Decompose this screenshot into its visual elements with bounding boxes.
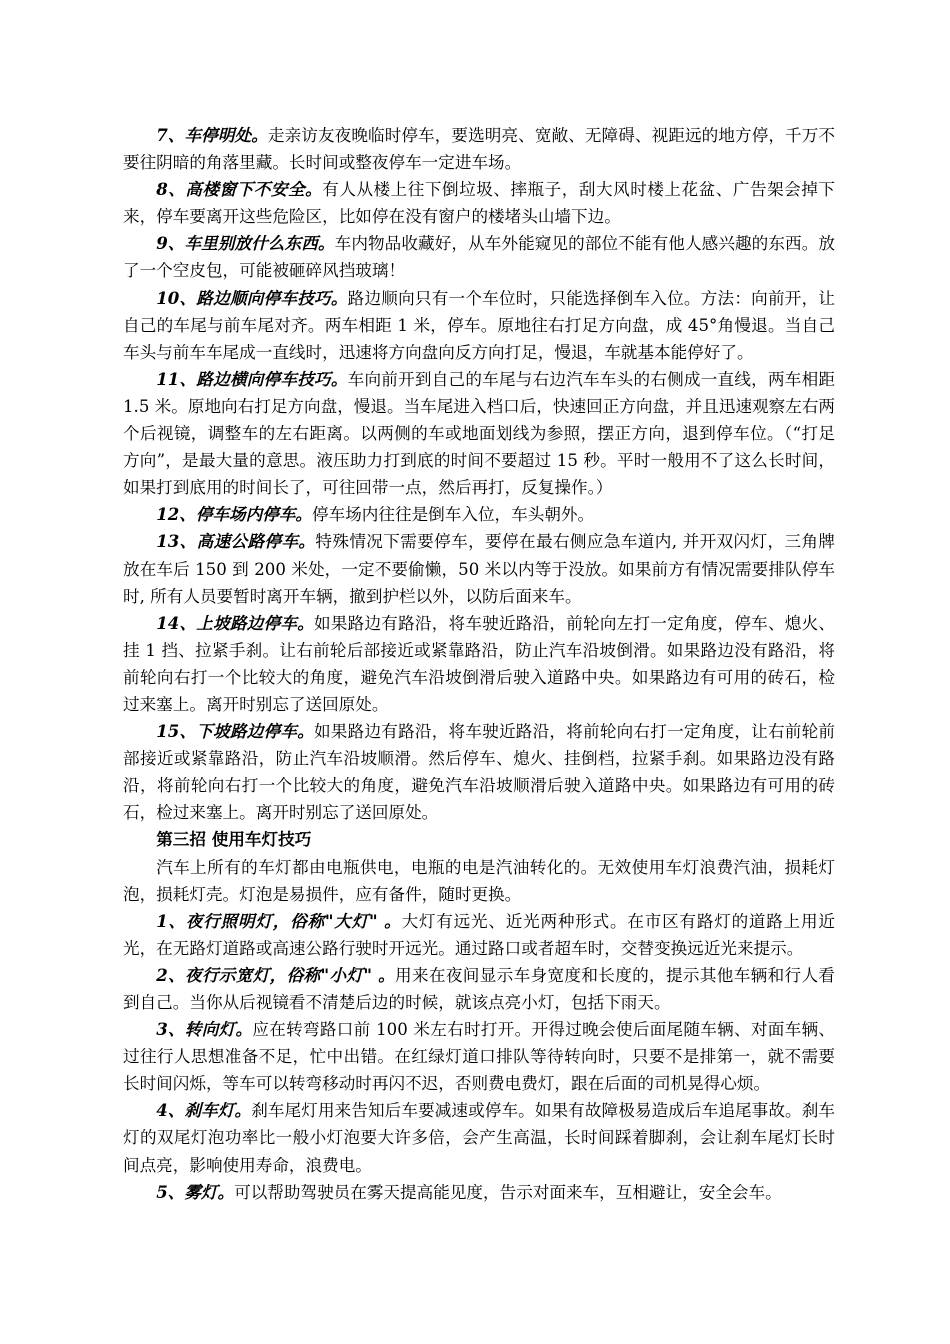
paragraph-lead: 5、雾灯。 <box>156 1181 235 1202</box>
paragraph-lead: 2、夜行示宽灯，俗称"小灯" 。 <box>156 964 396 985</box>
paragraph-lead: 9、车里别放什么东西。 <box>156 233 335 254</box>
paragraph-lead: 13、高速公路停车。 <box>156 531 316 552</box>
paragraph-lead: 7、车停明处。 <box>156 125 268 145</box>
paragraph-lead: 3、转向灯。 <box>156 1019 253 1040</box>
paragraph-light-3 <box>123 1016 835 1097</box>
paragraph-text: 车向前开到自己的车尾与右边汽车车头的右侧成一直线，两车相距 1.5 米。原地向右打足方向盘，慢退。当车尾进入档口后，快速回正方向盘，并且迅速观察左右两个后视镜，调整车的左右距离。以两侧的车或地面划线为参照，摆正方向，退到停车位。（“打足方向”，是最大量的意思。液压助力打到底的时间不要超过 15 秒。平时一般用不了这么长时间，如果打到底用的时间长了，可往回带一点，然后再打，反复操作。） <box>123 369 836 498</box>
paragraph-text: 如果路边有路沿，将车驶近路沿，将前轮向右打一定角度，让右前轮前部接近或紧靠路沿，防止汽车沿坡顺滑。然后停车、熄火、挂倒档，拉紧手刹。如果路边没有路沿，将前轮向右打一个比较大的角度，避免汽车沿坡顺滑后驶入道路中央。如果路边有可用的砖石，检过来塞上。离开时别忘了送回原处。 <box>123 722 836 823</box>
paragraph-lead: 4、刹车灯。 <box>156 1100 252 1121</box>
paragraph-lead: 12、停车场内停车。 <box>156 504 313 525</box>
paragraph-parking-7 <box>123 122 835 176</box>
paragraph-light-4 <box>123 1097 835 1178</box>
paragraph-parking-9 <box>123 230 835 284</box>
paragraph-text: 如果路边有路沿，将车驶近路沿，前轮向左打一定角度，停车、熄火、挂 1 挡、拉紧手刹。让右前轮后部接近或紧靠路沿，防止汽车沿坡倒滑。如果路边没有路沿，将前轮向右打一个比较大的角度，避免汽车沿坡倒滑后驶入道路中央。如果路边有可用的砖石，检过来塞上。离开时别忘了送回原处。 <box>123 613 836 714</box>
paragraph-text: 特殊情况下需要停车，要停在最右侧应急车道内, 并开双闪灯，三角牌放在车后 150 到 200 米处，一定不要偷懒，50 米以内等于没放。如果前方有情况需要排队停车时, 所有人员要暂时离开车辆，撤到护栏以外，以防后面来车。 <box>123 532 835 606</box>
paragraph-text: 刹车尾灯用来告知后车要减速或停车。如果有故障极易造成后车追尾事故。刹车灯的双尾灯泡功率比一般小灯泡要大许多倍，会产生高温，长时间踩着脚刹，会让刹车尾灯长时间点亮，影响使用寿命，浪费电。 <box>123 1101 836 1175</box>
paragraph-text: 车内物品收藏好，从车外能窥见的部位不能有他人感兴趣的东西。放了一个空皮包，可能被砸碎风挡玻璃！ <box>123 234 836 281</box>
paragraph-text: 应在转弯路口前 100 米左右时打开。开得过晚会使后面尾随车辆、对面车辆、过往行人思想准备不足，忙中出错。在红绿灯道口排队等待转向时，只要不是排第一，就不需要长时间闪烁，等车可以转弯移动时再闪不迟，否则费电费灯，跟在后面的司机晃得心烦。 <box>123 1020 835 1094</box>
paragraph-parking-13 <box>123 528 835 609</box>
paragraph-lead: 15、下坡路边停车。 <box>156 721 315 742</box>
paragraph-text: 有人从楼上往下倒垃圾、摔瓶子，刮大风时楼上花盆、广告架会掉下来，停车要离开这些危险区，比如停在没有窗户的楼堵头山墙下边。 <box>123 180 835 227</box>
paragraph-lead: 11、路边横向停车技巧。 <box>156 368 348 389</box>
paragraph-parking-10 <box>123 285 835 366</box>
paragraph-parking-11 <box>123 366 835 501</box>
paragraph-text: 路边顺向只有一个车位时，只能选择倒车入位。方法：向前开，让自己的车尾与前车尾对齐。两车相距 1 米，停车。原地往右打足方向盘，成 45°角慢退。当自己车头与前车车尾成一直线时，迅速将方向盘向反方向打足，慢退，车就基本能停好了。 <box>123 288 836 362</box>
paragraph-text: 可以帮助驾驶员在雾天提高能见度，告示对面来车，互相避让，安全会车。 <box>234 1182 782 1202</box>
paragraph-light-5 <box>123 1179 835 1206</box>
paragraph-light-2 <box>123 962 835 1016</box>
section-intro: 汽车上所有的车灯都由电瓶供电，电瓶的电是汽油转化的。无效使用车灯浪费汽油，损耗灯泡，损耗灯壳。灯泡是易损件，应有备件，随时更换。 <box>123 857 835 904</box>
paragraph-parking-14 <box>123 610 835 718</box>
paragraph-text: 大灯有远光、近光两种形式。在市区有路灯的道路上用近光，在无路灯道路或高速公路行驶时开远光。通过路口或者超车时，交替变换远近光来提示。 <box>123 911 836 958</box>
paragraph-lead: 14、上坡路边停车。 <box>156 612 315 633</box>
paragraph-text: 用来在夜间显示车身宽度和长度的，提示其他车辆和行人看到自己。当你从后视镜看不清楚后边的时候，就该点亮小灯，包括下雨天。 <box>123 965 835 1012</box>
paragraph-parking-12 <box>123 501 835 528</box>
paragraph-parking-15 <box>123 718 835 826</box>
paragraph-lead: 8、高楼窗下不安全。 <box>156 179 323 200</box>
paragraph-lead: 1、夜行照明灯，俗称"大灯" 。 <box>156 910 402 931</box>
document-page <box>123 122 835 1206</box>
paragraph-text: 停车场内往往是倒车入位，车头朝外。 <box>312 505 595 525</box>
paragraph-lead: 10、路边顺向停车技巧。 <box>156 287 348 308</box>
paragraph-parking-8 <box>123 176 835 230</box>
paragraph-light-1 <box>123 908 835 962</box>
section-heading: 第三招 使用车灯技巧 <box>156 829 312 850</box>
paragraph-text: 走亲访友夜晚临时停车，要选明亮、宽敞、无障碍、视距远的地方停，千万不要往阴暗的角落里藏。长时间或整夜停车一定进车场。 <box>123 126 836 173</box>
